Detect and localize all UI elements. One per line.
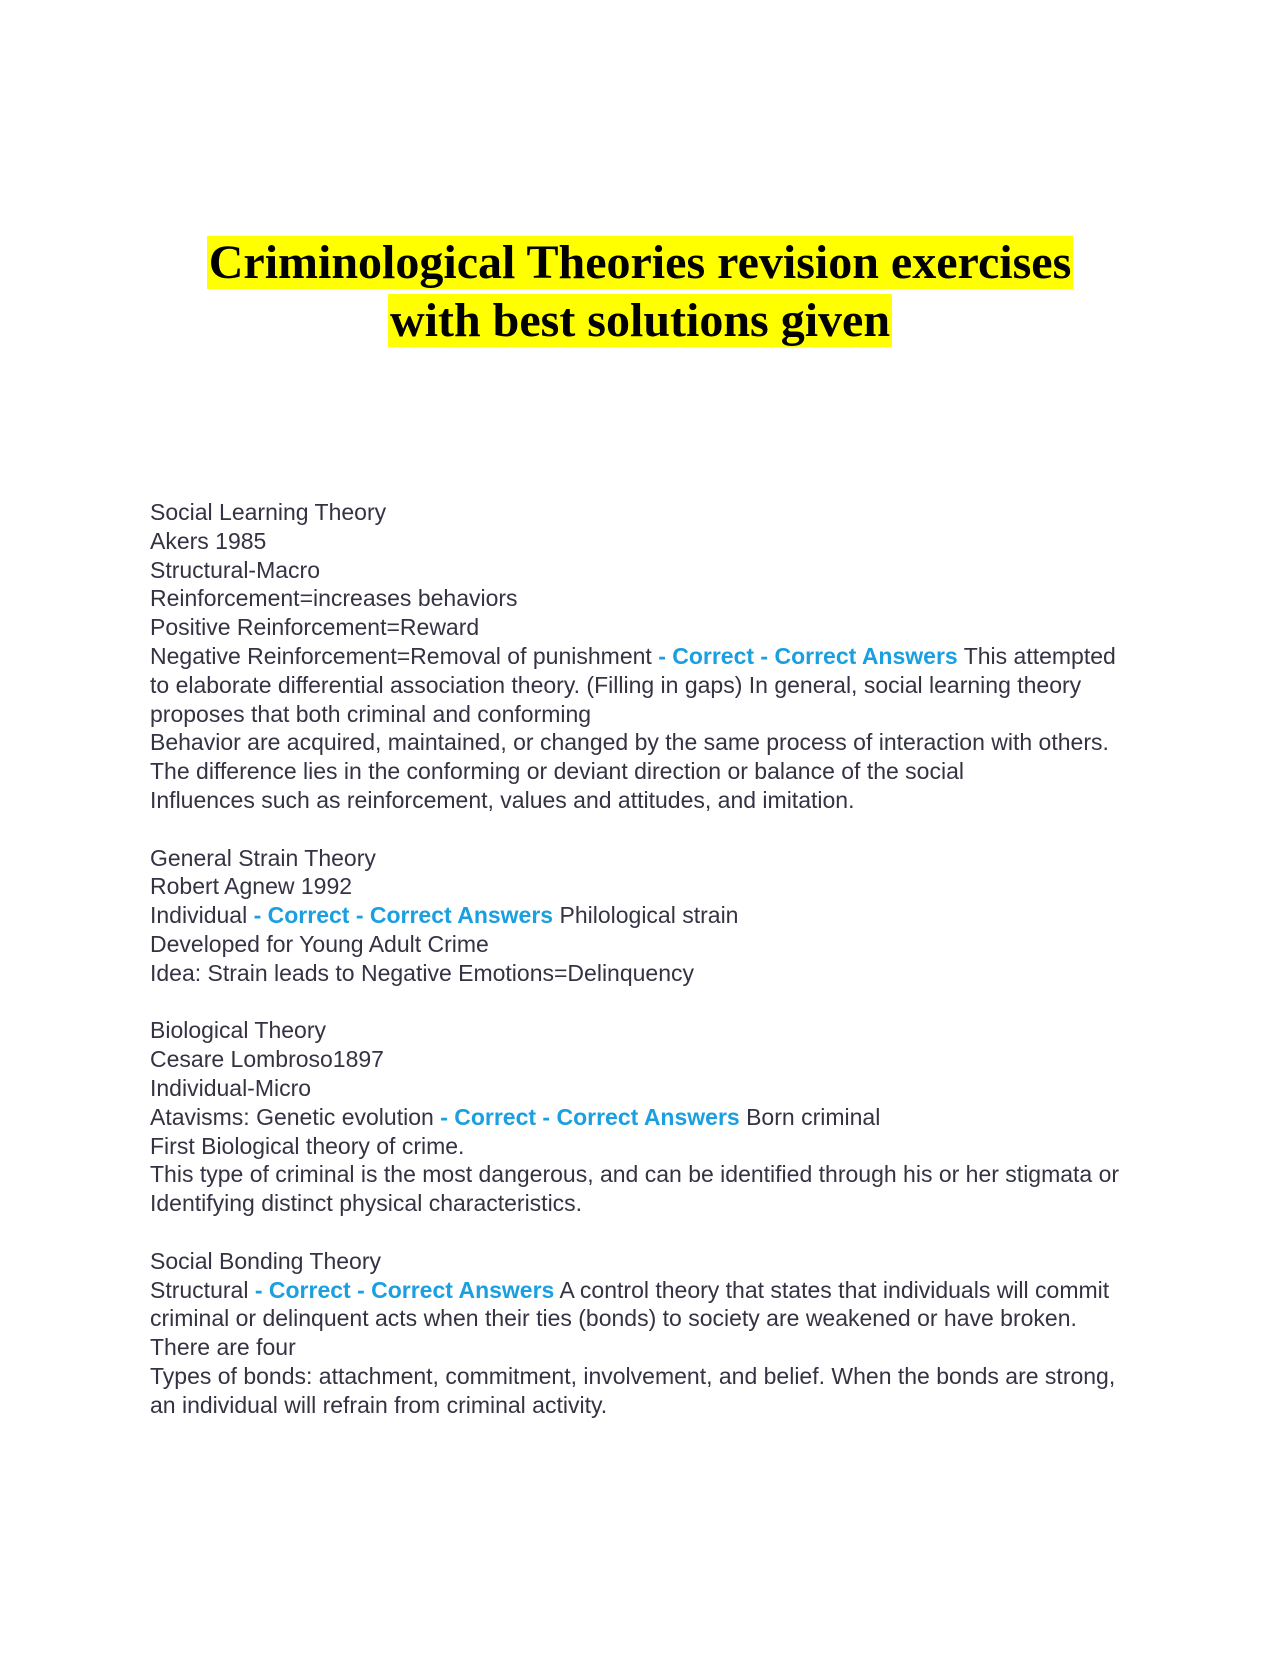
section-social-bonding-theory	[150, 1247, 1130, 1420]
text-line: Reinforcement=increases behaviors	[150, 585, 518, 612]
text-line: Influences such as reinforcement, values and attitudes, and imitation.	[150, 786, 855, 813]
question-tail: Individual	[150, 902, 248, 929]
text-line: Structural-Macro	[150, 556, 320, 583]
correct-answer-marker: - Correct - Correct Answers	[254, 1276, 555, 1303]
text-line: Akers 1985	[150, 527, 267, 554]
question-tail: Structural	[150, 1276, 249, 1303]
text-line: Developed for Young Adult Crime	[150, 930, 489, 957]
text-line: Social Learning Theory	[150, 499, 387, 525]
text-line: Social Bonding Theory	[150, 1247, 381, 1274]
correct-answer-marker: - Correct - Correct Answers	[253, 902, 554, 929]
text-line: Robert Agnew 1992	[150, 873, 353, 900]
answer-text: Philological strain	[559, 902, 739, 929]
title-line-2: with best solutions given	[389, 294, 891, 347]
question-tail: Atavisms: Genetic evolution	[150, 1103, 434, 1130]
question-answer-line	[150, 642, 1130, 728]
text-line: First Biological theory of crime.	[150, 1132, 465, 1159]
text-line: Cesare Lombroso1897	[150, 1046, 384, 1073]
text-line: Biological Theory	[150, 1017, 327, 1044]
section-social-learning-theory	[150, 498, 1130, 815]
answer-text: Born criminal	[746, 1103, 881, 1130]
text-line: Types of bonds: attachment, commitment, involvement, and belief. When the bonds are strong, an individual will refrain from criminal activity.	[150, 1362, 1116, 1418]
correct-answer-marker: - Correct - Correct Answers	[658, 642, 958, 669]
section-general-strain-theory	[150, 844, 1130, 988]
text-line: General Strain Theory	[150, 844, 376, 871]
text-line: Positive Reinforcement=Reward	[150, 614, 480, 641]
correct-answer-marker: - Correct - Correct Answers	[440, 1103, 740, 1130]
document-title	[0, 234, 1280, 350]
text-line: This type of criminal is the most dangerous, and can be identified through his or her stigmata or	[150, 1161, 1120, 1188]
text-line: Identifying distinct physical characteristics.	[150, 1190, 583, 1217]
question-answer-line	[150, 1276, 1130, 1362]
question-answer-line	[150, 901, 1130, 930]
answer-text: This attempted to elaborate differential association theory. (Filling in gaps) In general, social learning theory proposes that both criminal and conforming	[150, 642, 1116, 727]
title-line-1: Criminological Theories revision exercises	[208, 236, 1072, 289]
text-line: Behavior are acquired, maintained, or changed by the same process of interaction with others.	[150, 729, 1109, 756]
document-body	[150, 498, 1130, 1448]
section-biological-theory	[150, 1016, 1130, 1218]
question-answer-line	[150, 1103, 1130, 1132]
text-line: Idea: Strain leads to Negative Emotions=Delinquency	[150, 959, 695, 986]
question-tail: Negative Reinforcement=Removal of punishment	[150, 642, 652, 669]
text-line: The difference lies in the conforming or deviant direction or balance of the social	[150, 758, 964, 785]
answer-text: A control theory that states that individuals will commit criminal or delinquent acts when their ties (bonds) to society are weakened or have broken. There are four	[150, 1276, 1110, 1361]
text-line: Individual-Micro	[150, 1074, 312, 1101]
